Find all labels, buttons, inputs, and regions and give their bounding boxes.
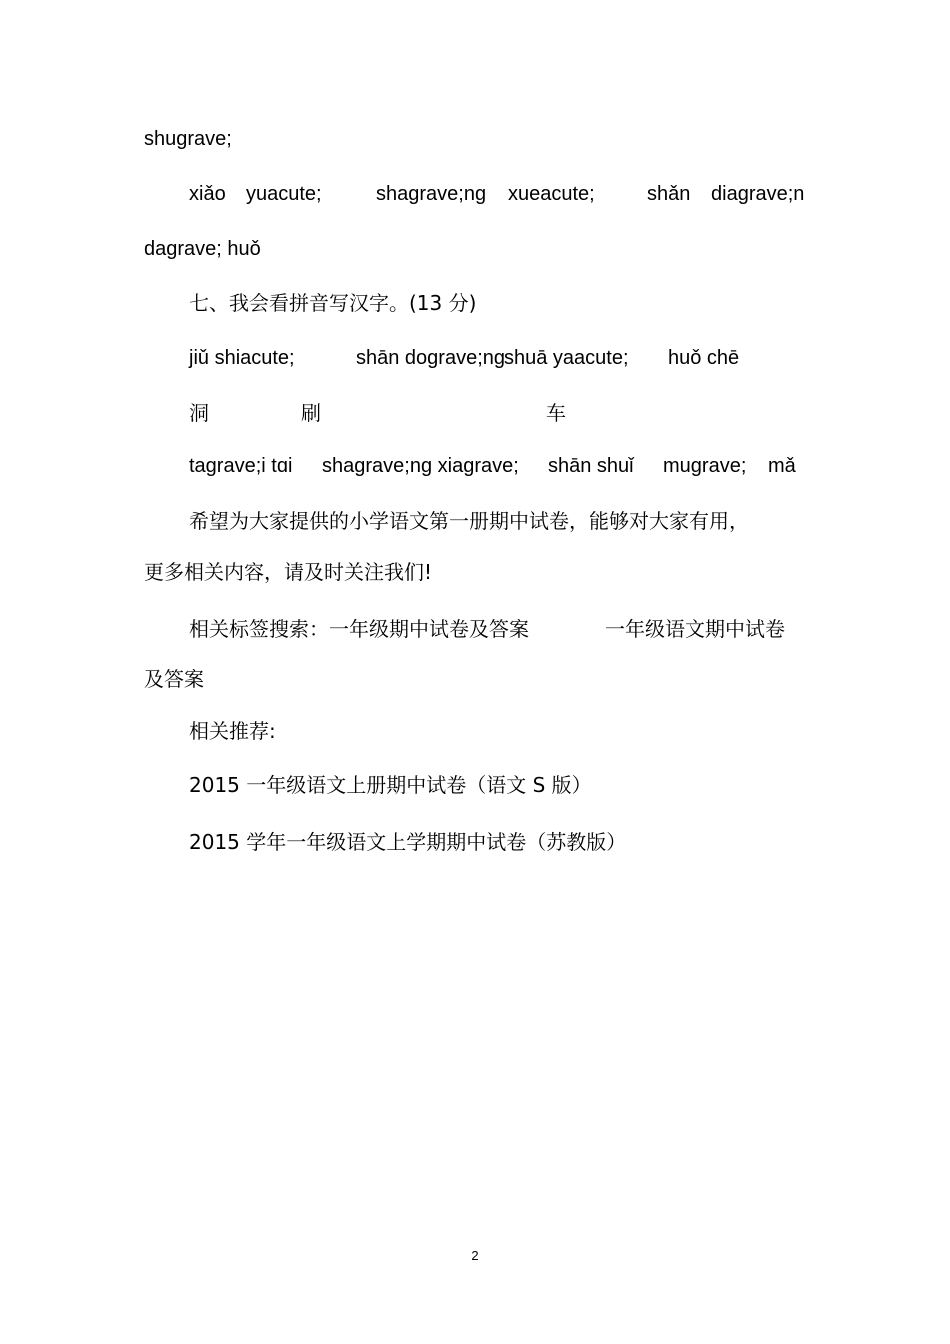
pinyin-word: diagrave;n — [711, 183, 805, 205]
section-heading: 七、我会看拼音写汉字。(13 分) — [189, 291, 477, 315]
pinyin-word: xueacute; — [508, 183, 595, 205]
page-number: 2 — [471, 1248, 479, 1263]
pinyin-word: shān shuǐ — [548, 455, 634, 477]
pinyin-word: xiǎo — [189, 183, 226, 205]
pinyin-word: mugrave; — [663, 455, 747, 477]
hanzi-answer: 洞 — [189, 401, 209, 425]
pinyin-word: jiǔ shiacute; — [189, 347, 295, 369]
pinyin-line-fragment: shugrave; — [144, 128, 232, 150]
pinyin-word: huǒ chē — [668, 347, 740, 369]
tag-link[interactable]: 一年级语文期中试卷 — [605, 617, 785, 641]
related-link[interactable]: 2015 学年一年级语文上学期期中试卷（苏教版） — [189, 830, 627, 854]
pinyin-word: shǎn — [647, 183, 691, 205]
pinyin-word: shuā yaacute; — [504, 347, 629, 369]
hanzi-answer: 刷 — [301, 401, 321, 425]
pinyin-line: dagrave; huǒ — [144, 238, 261, 260]
tag-link-continued[interactable]: 及答案 — [144, 667, 204, 691]
pinyin-word: shagrave;ng — [376, 183, 487, 205]
paragraph-text: 更多相关内容，请及时关注我们! — [144, 560, 433, 584]
pinyin-word: shān dograve;ng — [356, 347, 506, 369]
pinyin-word: shagrave;ng xiagrave; — [322, 455, 519, 477]
pinyin-word: mǎ — [768, 455, 796, 477]
paragraph-text: 希望为大家提供的小学语文第一册期中试卷，能够对大家有用， — [189, 509, 749, 533]
hanzi-answer: 车 — [546, 401, 566, 425]
tags-label: 相关标签搜索：一年级期中试卷及答案 — [189, 617, 529, 641]
pinyin-word: tagrave;i tɑi — [189, 455, 293, 477]
pinyin-word: yuacute; — [246, 183, 322, 205]
related-heading: 相关推荐: — [189, 719, 276, 743]
related-link[interactable]: 2015 一年级语文上册期中试卷（语文 S 版） — [189, 773, 592, 797]
